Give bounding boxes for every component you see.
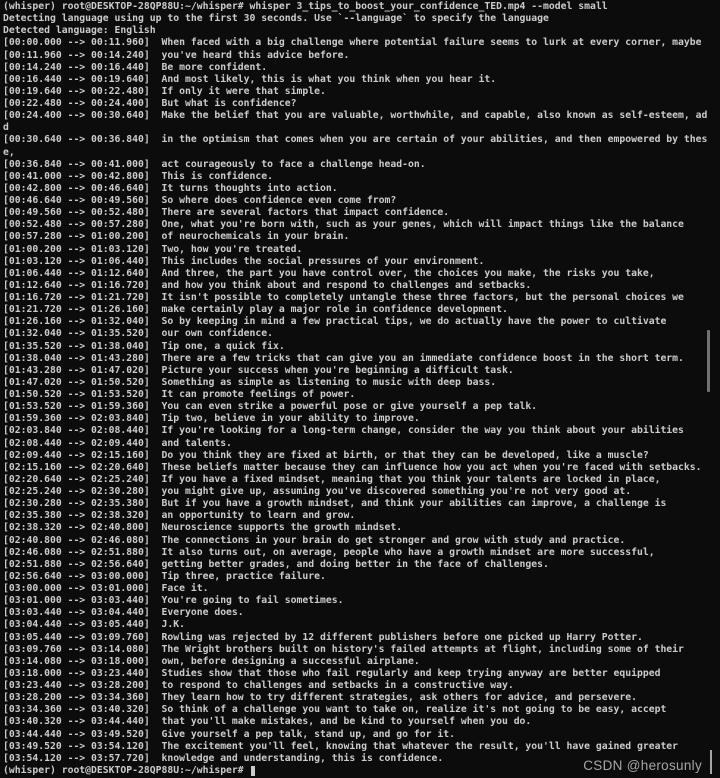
transcript-line: [03:05.440 --> 03:09.760] Rowling was rejected by 12 different publishers before one picked up Harry Potter. xyxy=(3,631,643,643)
shell-prompt: (whisper) root@DESKTOP-28QP88U:~/whisper# xyxy=(3,764,250,776)
transcript-line: [00:00.000 --> 00:11.960] When faced with a big challenge where potential failure seems to lurk at every corner, maybe xyxy=(3,37,702,49)
transcript-line: [02:09.440 --> 02:15.160] Do you think they are fixed at birth, or that they can be developed, like a muscle? xyxy=(3,449,649,461)
watermark-text: CSDN @herosunly xyxy=(583,758,702,773)
transcript-line: [03:40.320 --> 03:44.440] that you'll make mistakes, and be kind to yourself when you do. xyxy=(3,716,532,728)
transcript-line: [03:23.440 --> 03:28.200] to respond to challenges and setbacks in a constructive way. xyxy=(3,680,514,691)
whisper-info-output xyxy=(3,13,720,37)
transcript-line: [01:59.360 --> 02:03.840] Tip two, believe in your ability to improve. xyxy=(3,413,420,425)
transcript-line: [00:52.480 --> 00:57.280] One, what you're born with, such as your genes, which will impact things like the balance xyxy=(3,219,684,231)
transcript-line: [00:42.800 --> 00:46.640] It turns thoughts into action. xyxy=(3,182,338,194)
transcript-line: [02:30.280 --> 02:35.380] But if you have a growth mindset, and think your abilities can improve, a challenge is xyxy=(3,498,667,510)
transcript-line: [02:03.840 --> 02:08.440] If you're looking for a long-term change, consider the way you think about your abilities xyxy=(3,425,684,437)
transcript-line: [00:19.640 --> 00:22.480] If only it were that simple. xyxy=(3,85,326,97)
watermark xyxy=(583,758,702,773)
transcript-line: [01:12.640 --> 01:16.720] and how you think about and respond to challenges and setbacks. xyxy=(3,279,532,291)
text-cursor xyxy=(251,766,255,776)
transcript-line: [03:54.120 --> 03:57.720] knowledge and understanding, this is confidence. xyxy=(3,752,444,764)
transcript-line: [01:38.040 --> 01:43.280] There are a few tricks that can give you an immediate confidence boost in the short term. xyxy=(3,352,684,364)
transcript-line: [02:15.160 --> 02:20.640] These beliefs matter because they can influence how you act when you're faced with setbacks. xyxy=(3,461,702,473)
transcript-line: [03:03.440 --> 03:04.440] Everyone does. xyxy=(3,607,244,619)
transcript-line: [03:09.760 --> 03:14.080] The Wright brothers built on history's failed attempts at flight, including some of their xyxy=(3,643,684,655)
transcript-line: [02:20.640 --> 02:25.240] If you have a fixed mindset, meaning that you think your talents are locked in place, xyxy=(3,473,661,485)
transcript-line: [03:44.440 --> 03:49.520] Give yourself a pep talk, stand up, and go for it. xyxy=(3,728,455,740)
transcript-line: [03:34.360 --> 03:40.320] So think of a challenge you want to take on, realize it's not going to be easy, accept xyxy=(3,704,667,716)
transcript-line: [03:18.000 --> 03:23.440] Studies show that those who fail regularly and keep trying anyway are better equipped xyxy=(3,667,661,679)
terminal-info-line: Detected language: English xyxy=(3,25,156,37)
transcript-line: [00:57.280 --> 01:00.200] of neurochemicals in your brain. xyxy=(3,231,350,243)
transcript-line: [00:11.960 --> 00:14.240] you've heard this advice before. xyxy=(3,49,350,61)
transcript-line: [00:49.560 --> 00:52.480] There are several factors that impact confidence. xyxy=(3,207,450,219)
watermark-bar xyxy=(710,750,712,774)
transcript-line: [02:38.320 --> 02:40.800] Neuroscience supports the growth mindset. xyxy=(3,522,403,534)
transcript-line: [02:35.380 --> 02:38.320] an opportunity to learn and grow. xyxy=(3,510,356,522)
shell-command-line: (whisper) root@DESKTOP-28QP88U:~/whisper# whisper 3_tips_to_boost_your_confidence_TED.mp4 --model small xyxy=(3,1,608,12)
transcript-line: [03:04.440 --> 03:05.440] J.K. xyxy=(3,619,185,631)
transcript-line: e, xyxy=(3,146,15,158)
transcript-line: [00:46.640 --> 00:49.560] So where does confidence even come from? xyxy=(3,195,397,206)
transcript-line: [01:21.720 --> 01:26.160] make certainly play a major role in confidence development. xyxy=(3,304,508,316)
transcript-line: [01:26.160 --> 01:32.040] So by keeping in mind a few practical tips, we do actually have the power to cultivate xyxy=(3,316,667,328)
transcript-line: [01:47.020 --> 01:50.520] Something as simple as listening to music with deep bass. xyxy=(3,376,497,388)
scrollbar-thumb[interactable] xyxy=(707,330,710,392)
transcript-line: [03:28.200 --> 03:34.360] They learn how to try different strategies, ask others for advice, and persevere. xyxy=(3,692,637,704)
transcript-line: [00:36.840 --> 00:41.000] act courageously to face a challenge head-on. xyxy=(3,158,426,170)
transcript-line: [01:50.520 --> 01:53.520] It can promote feelings of power. xyxy=(3,389,356,400)
transcript-line: [01:43.280 --> 01:47.020] Picture your success when you're beginning a difficult task. xyxy=(3,364,514,376)
transcript-line: [02:56.640 --> 03:00.000] Tip three, practice failure. xyxy=(3,570,326,582)
transcript-line: [02:51.880 --> 02:56.640] getting better grades, and doing better in the face of challenges. xyxy=(3,558,549,570)
transcript-line: [01:00.200 --> 01:03.120] Two, how you're treated. xyxy=(3,243,303,255)
transcript-line: [02:08.440 --> 02:09.440] and talents. xyxy=(3,437,232,449)
transcript-line: d xyxy=(3,122,9,134)
transcript-line: [00:14.240 --> 00:16.440] Be more confident. xyxy=(3,61,268,73)
transcript-line: [03:14.080 --> 03:18.000] own, before designing a successful airplane. xyxy=(3,655,420,667)
transcript-line: [03:00.000 --> 03:01.000] Face it. xyxy=(3,583,209,594)
transcript-line: [00:16.440 --> 00:19.640] And most likely, this is what you think when you hear it. xyxy=(3,73,497,85)
transcript-line: [00:30.640 --> 00:36.840] in the optimism that comes when you are certain of your abilities, and then empowered by thes xyxy=(3,134,708,146)
transcript-line: [01:16.720 --> 01:21.720] It isn't possible to completely untangle these three factors, but the personal choices we xyxy=(3,292,684,303)
transcript-line: [01:32.040 --> 01:35.520] our own confidence. xyxy=(3,328,274,340)
transcript-line: [03:49.520 --> 03:54.120] The excitement you'll feel, knowing that whatever the result, you'll have gained greater xyxy=(3,740,679,752)
transcript-line: [01:35.520 --> 01:38.040] Tip one, a quick fix. xyxy=(3,340,285,352)
transcript-line: [01:06.440 --> 01:12.640] And three, the part you have control over, the choices you make, the risks you take, xyxy=(3,267,655,279)
transcript-line: [03:01.000 --> 03:03.440] You're going to fail sometimes. xyxy=(3,595,344,607)
transcript-line: [02:25.240 --> 02:30.280] you might give up, assuming you've discovered something you're not very good at. xyxy=(3,486,632,497)
transcript-line: [02:46.080 --> 02:51.880] It also turns out, on average, people who have a growth mindset are more successful, xyxy=(3,546,655,558)
transcript-output xyxy=(3,37,720,765)
transcript-line: [00:22.480 --> 00:24.400] But what is confidence? xyxy=(3,98,297,109)
transcript-line: [02:40.800 --> 02:46.080] The connections in your brain do get stronger and grow with study and practice. xyxy=(3,534,626,546)
transcript-line: [01:03.120 --> 01:06.440] This includes the social pressures of your environment. xyxy=(3,255,485,267)
transcript-line: [01:53.520 --> 01:59.360] You can even strike a powerful pose or give yourself a pep talk. xyxy=(3,401,538,413)
terminal-info-line: Detecting language using up to the first 30 seconds. Use `--language` to specify the language xyxy=(3,13,549,25)
transcript-line: [00:41.000 --> 00:42.800] This is confidence. xyxy=(3,170,274,182)
transcript-line: [00:24.400 --> 00:30.640] Make the belief that you are valuable, worthwhile, and capable, also known as self-esteem, ad xyxy=(3,110,708,122)
